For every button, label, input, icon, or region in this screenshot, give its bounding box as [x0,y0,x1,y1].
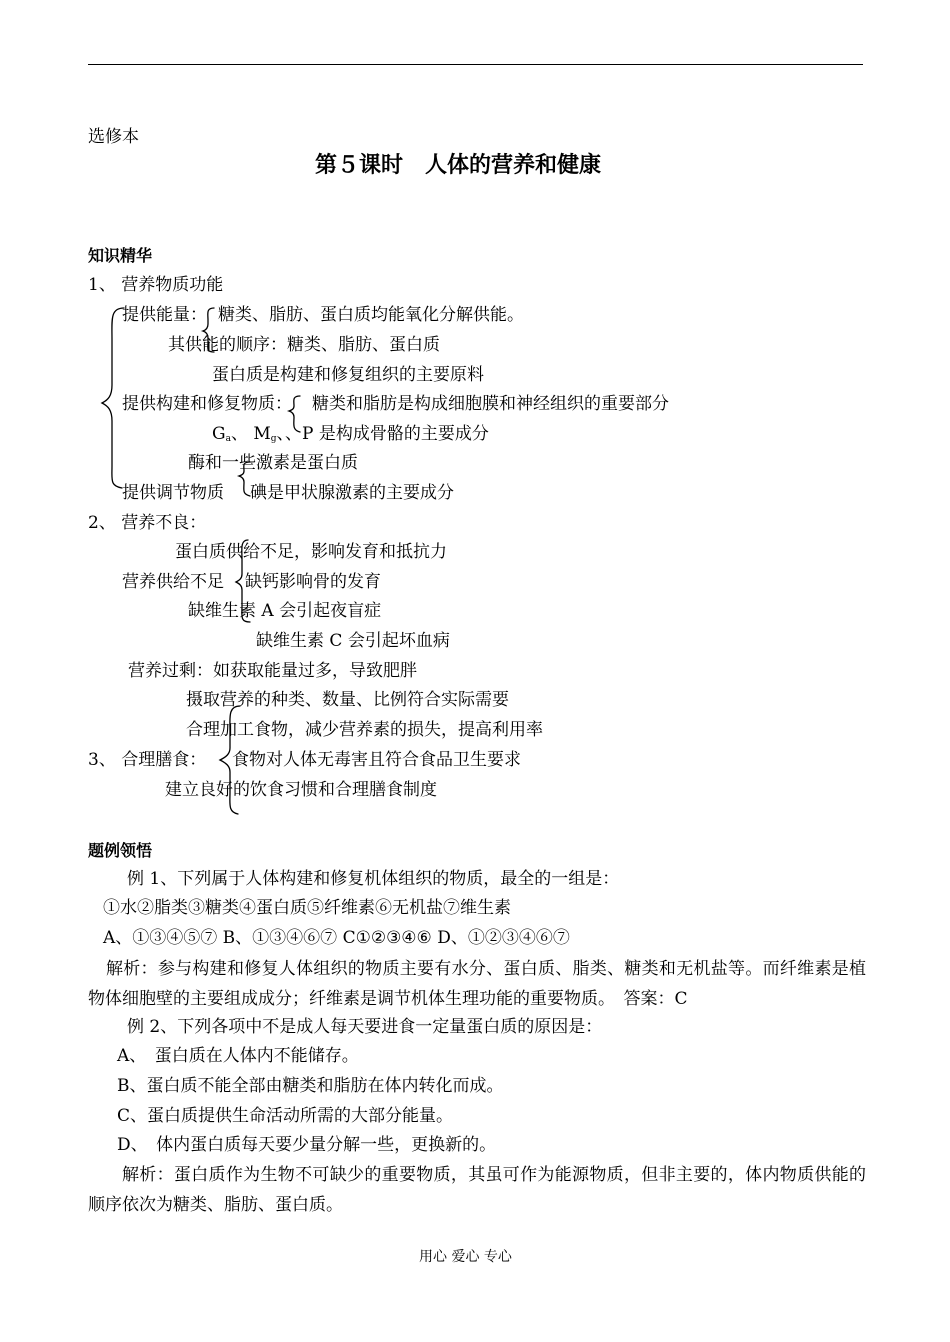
example2-analysis: 解析：蛋白质作为生物不可缺少的重要物质，其虽可作为能源物质，但非主要的，体内物质供能的顺序依次为糖类、脂肪、蛋白质。 [88,1165,866,1215]
regulate-label: 提供调节物质 [122,483,224,503]
page-title: 第５课时 人体的营养和健康 [315,153,602,178]
build-protein: 蛋白质是构建和修复组织的主要原料 [212,365,484,385]
energy-label: 提供能量： [122,305,207,325]
diet-safety: 食物对人体无毒害且符合食品卫生要求 [232,750,521,770]
section-heading-knowledge: 知识精华 [88,246,153,265]
example2-question: 例 2、下列各项中不是成人每天要进食一定量蛋白质的原因是： [127,1017,603,1037]
build-label: 提供构建和修复物质： [122,394,292,414]
course-label: 选修本 [88,127,139,147]
build-fat: 糖类和脂肪是构成细胞膜和神经组织的重要部分 [312,394,669,414]
vitamin-a: 缺维生素 A 会引起夜盲症 [188,601,382,621]
energy-text: 糖类、脂肪、蛋白质均能氧化分解供能。 [218,305,524,325]
page-footer: 用心 爱心 专心 [419,1249,512,1265]
energy-order: 其供能的顺序：糖类、脂肪、蛋白质 [168,335,440,355]
protein-lack: 蛋白质供给不足，影响发育和抵抗力 [175,542,447,562]
regulate-enzyme: 酶和一些激素是蛋白质 [188,453,358,473]
example1-items: ①水②脂类③糖类④蛋白质⑤纤维素⑥无机盐⑦维生素 [103,898,511,918]
section-heading-examples: 题例领悟 [88,841,153,860]
regulate-iodine: 碘是甲状腺激素的主要成分 [250,483,454,503]
example2-option-b: B、蛋白质不能全部由糖类和脂肪在体内转化而成。 [117,1076,504,1096]
example2-option-d: D、 体内蛋白质每天要少量分解一些，更换新的。 [117,1135,497,1155]
nutrition-excess: 营养过剩：如获取能量过多，导致肥胖 [128,661,417,681]
item3-label: 3、 合理膳食： [88,750,207,770]
example2-option-c: C、蛋白质提供生命活动所需的大部分能量。 [117,1106,454,1126]
vitamin-c: 缺维生素 C 会引起坏血病 [256,631,450,651]
diet-habits: 建立良好的饮食习惯和合理膳食制度 [165,780,437,800]
supply-label: 营养供给不足 [122,572,224,592]
diet-intake: 摄取营养的种类、数量、比例符合实际需要 [186,690,509,710]
mineral-line: $G_a$、 $M_g$、、P 是构成骨骼的主要成分 [212,424,489,444]
diet-processing: 合理加工食物，减少营养素的损失，提高利用率 [186,720,543,740]
item1-label: 1、 营养物质功能 [88,275,224,295]
header-rule [88,64,863,65]
example1-analysis: 解析：参与构建和修复人体组织的物质主要有水分、蛋白质、脂类、糖类和无机盐等。而纤维素是植物体细胞壁的主要组成成分；纤维素是调节机体生理功能的重要物质。 答案：C [88,959,866,1009]
example1-options: A、①③④⑤⑦ B、①③④⑥⑦ C①②③④⑥ D、①②③④⑥⑦ [103,928,570,948]
brace-functions [102,308,124,488]
example1-question: 例 1、下列属于人体构建和修复机体组织的物质，最全的一组是： [127,869,620,889]
calcium-lack: 缺钙影响骨的发育 [245,572,381,592]
example2-option-a: A、 蛋白质在人体内不能储存。 [117,1046,359,1066]
item2-label: 2、 营养不良： [88,513,207,533]
